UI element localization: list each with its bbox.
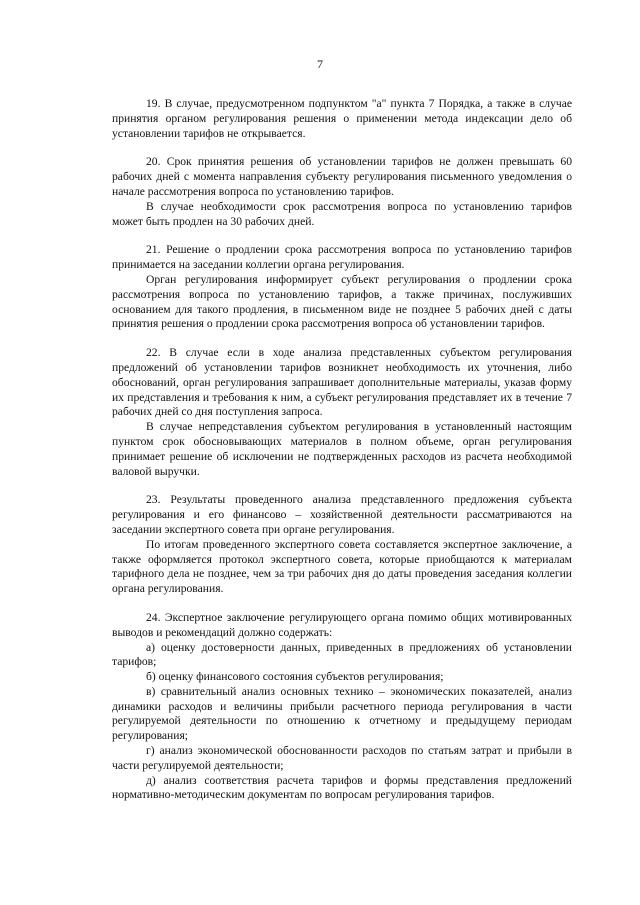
paragraph-19: 19. В случае, предусмотренном подпунктом "а" пункта 7 Порядка, а также в случае принятия органом регулирования решения о применении метода индексации дело об установлении тарифов не открывается. [112, 97, 572, 140]
paragraph-23: 23. Результаты проведенного анализа представленного предложения субъекта регулирования и его финансово – хозяйственной деятельности рассматриваются на заседании экспертного совета при органе регулирования. [112, 493, 572, 536]
paragraph-24-item-g: г) анализ экономической обоснованности расходов по статьям затрат и прибыли в части регулируемой деятельности; [112, 744, 572, 772]
paragraph-24-item-d: д) анализ соответствия расчета тарифов и формы представления предложений нормативно-методическим документам по вопросам регулирования тарифов. [112, 773, 572, 802]
document-body [112, 97, 572, 803]
paragraph-20: 20. Срок принятия решения об установлении тарифов не должен превышать 60 рабочих дней с момента направления субъекту регулирования письменного уведомления о начале рассмотрения вопроса по установлению тарифов. [112, 155, 572, 198]
paragraph-24: 24. Экспертное заключение регулирующего органа помимо общих мотивированных выводов и рекомендаций должно содержать: [112, 610, 572, 639]
paragraph-23-expert-conclusion: По итогам проведенного экспертного совета составляется экспертное заключение, а также оформляется протокол экспертного совета, которые приобщаются к материалам тарифного дела не позднее, чем за три рабочих дня до даты проведения заседания коллегии органа регулирования. [112, 537, 572, 596]
paragraph-24-item-b: б) оценку финансового состояния субъектов регулирования; [146, 670, 444, 684]
page-number: 7 [317, 57, 323, 71]
paragraph-24-item-v: в) сравнительный анализ основных технико – экономических показателей, анализ динамики расходов и величины прибыли расчетного периода регулирования в части регулируемой деятельности по отношению к отчетному и предыдущему периодам регулирования; [112, 684, 572, 743]
paragraph-21-notification: Орган регулирования информирует субъект регулирования о продлении срока рассмотрения вопроса по установлению тарифов, а также причинах, послуживших основанием для такого продления, в письменном виде не позднее 5 рабочих дней с даты принятия решения о продлении срока рассмотрения вопроса об установлении тарифов. [112, 272, 572, 331]
paragraph-20-extension: В случае необходимости срок рассмотрения вопроса по установлению тарифов может быть продлен на 30 рабочих дней. [112, 199, 572, 228]
paragraph-21: 21. Решение о продлении срока рассмотрения вопроса по установлению тарифов принимается на заседании коллегии органа регулирования. [112, 243, 572, 272]
paragraph-24-item-a: а) оценку достоверности данных, приведенных в предложениях об установлении тарифов; [112, 640, 572, 669]
paragraph-22: 22. В случае если в ходе анализа представленных субъектом регулирования предложений об установлении тарифов возникнет необходимость их уточнения, либо обоснований, орган регулирования запрашивает дополнительные материалы, указав форму их представления и требования к ним, а субъект регулирования представляет их в течение 7 рабочих дней со дня поступления запроса. [112, 346, 572, 419]
paragraph-22-nonsubmission: В случае непредставления субъектом регулирования в установленный настоящим пунктом срок обосновывающих материалов в полном объеме, орган регулирования принимает решение об исключении не подтвержденных расходов из расчета необходимой валовой выручки. [112, 420, 572, 478]
